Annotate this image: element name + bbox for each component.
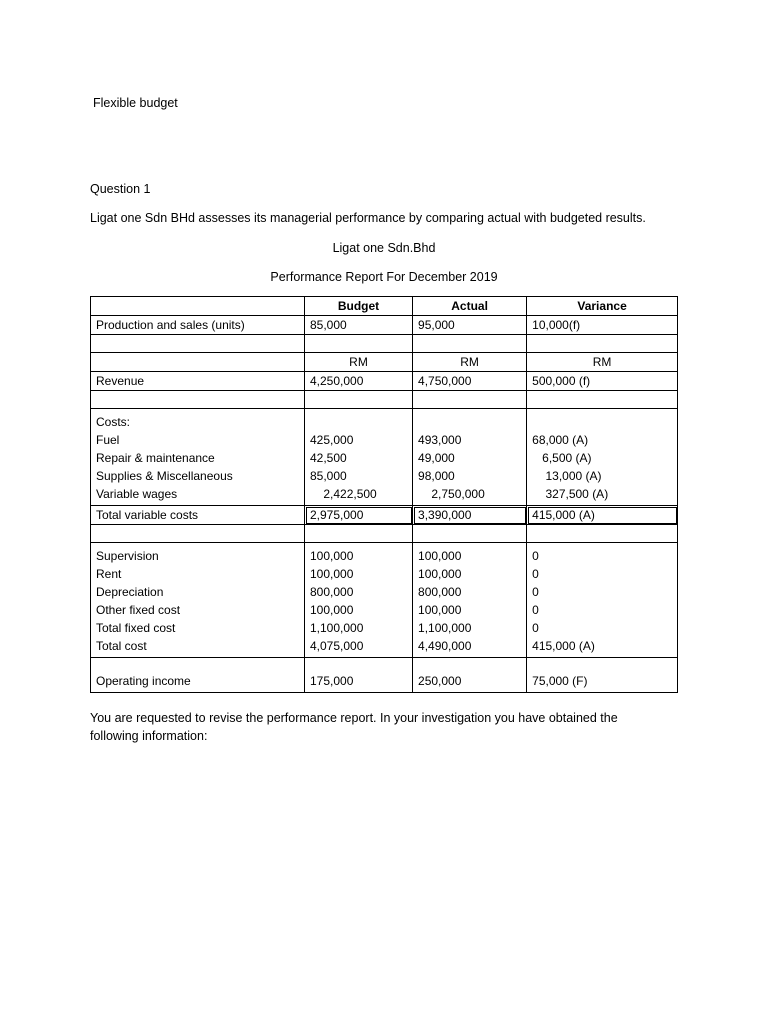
actual-value: 95,000 <box>413 316 527 335</box>
question-label: Question 1 <box>90 182 151 196</box>
empty-cell <box>305 391 413 409</box>
fixed-cost-actual: 100,000 100,000 800,000 100,000 1,100,000 4,490,000 <box>413 543 527 658</box>
empty-cell <box>91 525 305 543</box>
budget-value: 4,250,000 <box>305 372 413 391</box>
report-title: Performance Report For December 2019 <box>270 270 498 284</box>
variance-value: 415,000 (A) <box>527 506 678 525</box>
header-cell-actual: Actual <box>413 297 527 316</box>
variable-cost-variance: 68,000 (A) 6,500 (A) 13,000 (A) 327,500 (A) <box>527 409 678 506</box>
variable-cost-labels: Costs: Fuel Repair & maintenance Supplies & Miscellaneous Variable wages <box>91 409 305 506</box>
table-row-spacer <box>91 391 678 409</box>
empty-cell <box>413 391 527 409</box>
row-label: Revenue <box>91 372 305 391</box>
currency-label: RM <box>527 353 678 372</box>
variance-value: 500,000 (f) <box>527 372 678 391</box>
row-label: Total variable costs <box>91 506 305 525</box>
empty-cell <box>413 335 527 353</box>
variance-value: 75,000 (F) <box>527 658 678 693</box>
table-row-operating-income <box>91 658 678 693</box>
header-cell-variance: Variance <box>527 297 678 316</box>
currency-label: RM <box>305 353 413 372</box>
empty-cell <box>305 525 413 543</box>
header-cell <box>91 297 305 316</box>
document-heading: Flexible budget <box>93 96 178 110</box>
empty-cell <box>527 391 678 409</box>
header-cell-budget: Budget <box>305 297 413 316</box>
table-row-spacer <box>91 525 678 543</box>
empty-cell <box>527 525 678 543</box>
variable-cost-budget: 425,000 42,500 85,000 2,422,500 <box>305 409 413 506</box>
table-row-currency <box>91 353 678 372</box>
table-row-production <box>91 316 678 335</box>
budget-value: 85,000 <box>305 316 413 335</box>
table-row-fixed-costs <box>91 543 678 658</box>
closing-paragraph-line-1: You are requested to revise the performance report. In your investigation you have obtained the <box>90 711 618 725</box>
row-label: Operating income <box>91 658 305 693</box>
table-row-revenue <box>91 372 678 391</box>
fixed-cost-variance: 0 0 0 0 0 415,000 (A) <box>527 543 678 658</box>
actual-value: 4,750,000 <box>413 372 527 391</box>
performance-report-table <box>90 296 678 693</box>
fixed-cost-budget: 100,000 100,000 800,000 100,000 1,100,000 4,075,000 <box>305 543 413 658</box>
table-row-spacer <box>91 335 678 353</box>
actual-value: 250,000 <box>413 658 527 693</box>
company-name: Ligat one Sdn.Bhd <box>332 241 436 255</box>
currency-label: RM <box>413 353 527 372</box>
row-label <box>91 353 305 372</box>
budget-value: 175,000 <box>305 658 413 693</box>
empty-cell <box>413 525 527 543</box>
intro-paragraph: Ligat one Sdn BHd assesses its managerial performance by comparing actual with budgeted results. <box>90 211 646 225</box>
variable-cost-actual: 493,000 49,000 98,000 2,750,000 <box>413 409 527 506</box>
table-row-variable-costs <box>91 409 678 506</box>
table-header-row <box>91 297 678 316</box>
budget-value: 2,975,000 <box>305 506 413 525</box>
empty-cell <box>91 391 305 409</box>
row-label: Production and sales (units) <box>91 316 305 335</box>
fixed-cost-labels: Supervision Rent Depreciation Other fixed cost Total fixed cost Total cost <box>91 543 305 658</box>
table-row-total-variable <box>91 506 678 525</box>
empty-cell <box>91 335 305 353</box>
empty-cell <box>527 335 678 353</box>
closing-paragraph-line-2: following information: <box>90 729 208 743</box>
empty-cell <box>305 335 413 353</box>
actual-value: 3,390,000 <box>413 506 527 525</box>
variance-value: 10,000(f) <box>527 316 678 335</box>
